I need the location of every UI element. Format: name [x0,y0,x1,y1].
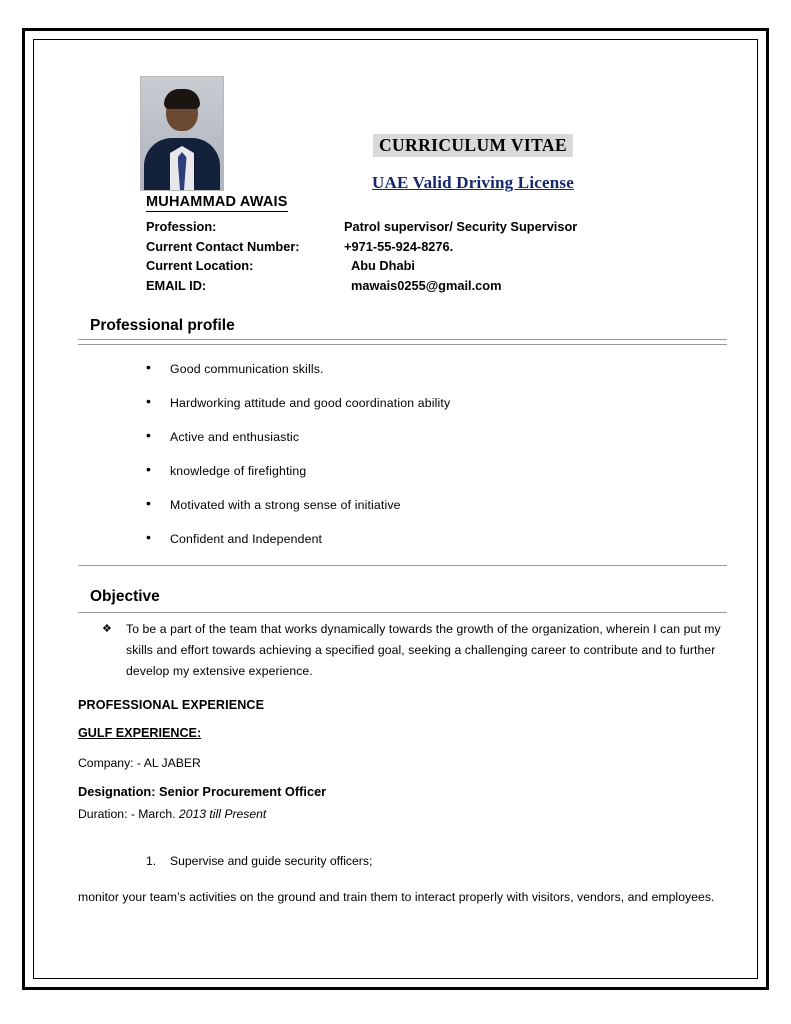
photo-hair [164,89,200,109]
experience-designation: Designation: Senior Procurement Officer [78,784,327,799]
contact-value: +971-55-924-8276. [344,238,454,254]
list-item-label: Supervise and guide security officers; [170,854,373,868]
section-heading-experience: PROFESSIONAL EXPERIENCE [78,698,265,712]
contact-row [146,217,727,237]
contact-label: Current Contact Number: [146,238,300,254]
experience-company: Company: - AL JABER [78,756,201,770]
list-item: • Motivated with a strong sense of initiative [78,497,727,514]
page-title: CURRICULUM VITAE [373,134,573,157]
list-item [78,853,727,870]
profile-bullet-list [78,361,727,548]
contact-row [146,276,727,296]
duration-value: 2013 till Present [178,807,267,821]
list-item: • Active and enthusiastic [78,429,727,446]
contact-value: mawais0255@gmail.com [351,277,502,293]
list-item: • knowledge of firefighting [78,463,727,480]
list-item: • Good communication skills. [78,361,727,378]
contact-row [146,256,727,276]
applicant-photo [140,76,224,191]
document-page [33,39,758,979]
document-header [78,62,727,192]
list-item: • Confident and Independent [78,531,727,548]
duration-label: Duration: - March. [78,807,176,821]
contact-row [146,237,727,257]
experience-note: monitor your team’s activities on the ground and train them to interact properly with visitors, vendors, and employees. [78,890,715,904]
section-divider [78,565,727,566]
experience-duration [78,807,727,821]
contact-label: EMAIL ID: [146,277,207,293]
title-block [258,134,688,193]
document-content [34,40,757,978]
section-heading-objective: Objective [90,588,160,605]
list-item-number: 1. [146,854,157,868]
experience-duty-list [78,853,727,870]
section-divider [78,339,727,345]
document-page-border [22,28,769,990]
contact-value: Abu Dhabi [351,258,415,273]
contact-details [146,217,727,295]
applicant-name: MUHAMMAD AWAIS [146,194,288,210]
section-heading-profile: Professional profile [90,317,235,334]
contact-label: Current Location: [146,258,254,273]
section-divider [78,612,727,613]
subheading-gulf-experience: GULF EXPERIENCE: [78,726,202,740]
contact-value: Patrol supervisor/ Security Supervisor [344,219,578,234]
list-item: ❖ To be a part of the team that works dynamically towards the growth of the organization, wherein I can put my skills and effort towards achieving a specified goal, seeking a challenging career to contribute and to further develop my extensive experience. [78,619,727,682]
objective-list [78,619,727,682]
contact-label: Profession: [146,219,217,234]
list-item: • Hardworking attitude and good coordination ability [78,395,727,412]
page-subtitle: UAE Valid Driving License [372,173,574,192]
